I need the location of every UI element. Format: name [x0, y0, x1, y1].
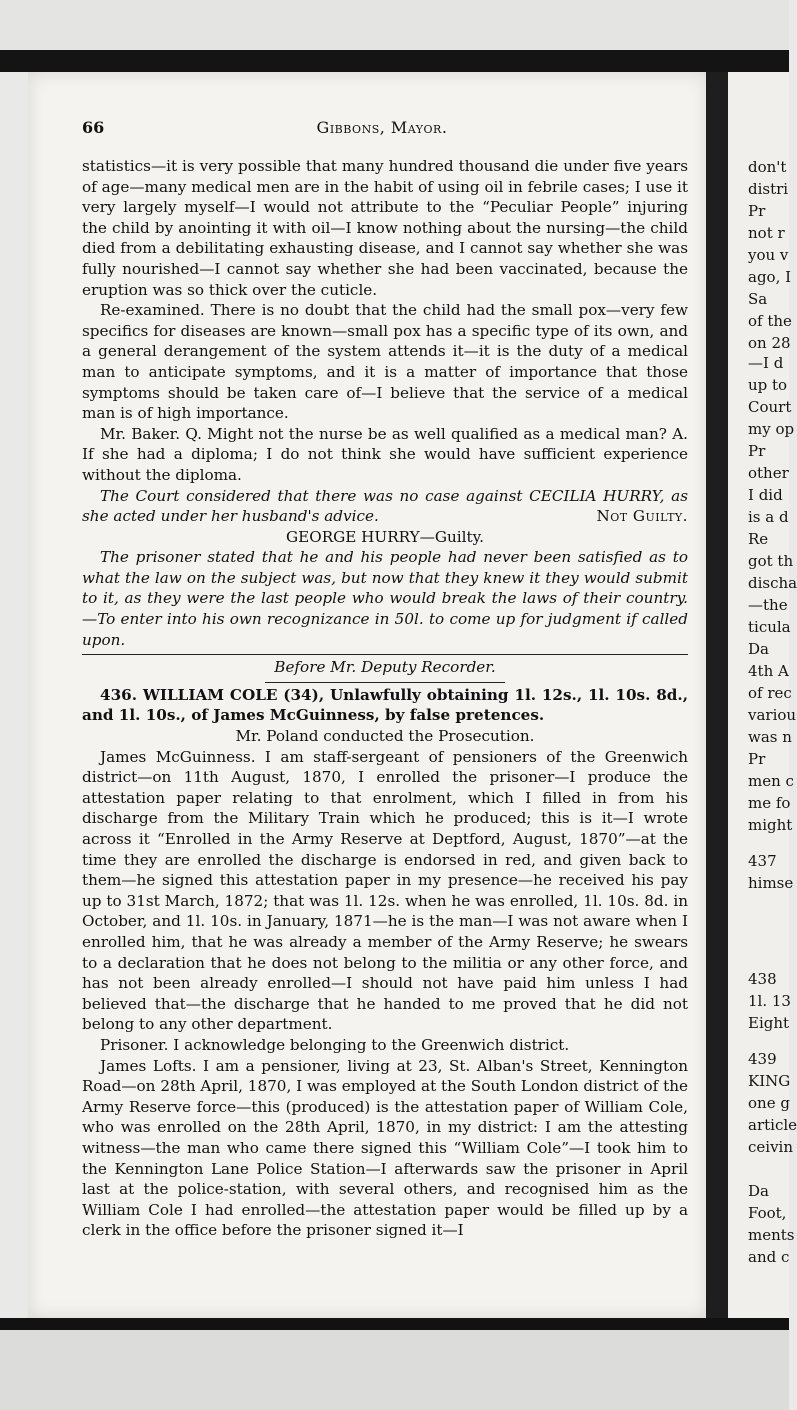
- paragraph-statistics: statistics—it is very possible that many hundred thousand die under five years of age—many medical men are in the habit of using oil in febrile cases; I use it very largely myself—I would not attribute to the “Peculiar People” injuring the child by anointing it with oil—I know nothing about the nursing—the child died from a debilitating exhausting disease, and I cannot say whether she was fully nourished—I cannot say whether she had been vaccinated, because the eruption was so thick over the cuticle.: [82, 157, 688, 299]
- book-gutter: [706, 72, 728, 1322]
- facing-page-fragment: ceivin: [748, 1138, 794, 1156]
- facing-page-fragment: me fo: [748, 794, 791, 812]
- facing-page-fragment: might: [748, 816, 793, 834]
- facing-page-fragment: on 28: [748, 334, 791, 352]
- facing-page-fragment: Sa: [748, 290, 768, 308]
- facing-page-fragment: ago, I: [748, 268, 792, 286]
- facing-page-fragment: 438: [748, 970, 777, 988]
- facing-page-fragment: is a d: [748, 508, 789, 526]
- running-head: Gibbons, Mayor.: [316, 118, 448, 137]
- facing-page-fragment: ticula: [748, 618, 791, 636]
- facing-page-fragment: Da: [748, 1182, 769, 1200]
- section-divider: [82, 654, 688, 655]
- verdict-not-guilty: Not Guilty.: [596, 507, 688, 526]
- facing-page-fragment: my op: [748, 420, 795, 438]
- facing-page-fragment: Pr: [748, 750, 766, 768]
- prosecution-counsel: Mr. Poland conducted the Prosecution.: [235, 727, 535, 746]
- testimony-prisoner: Prisoner. I acknowledge belonging to the Greenwich district.: [100, 1035, 570, 1054]
- facing-page-fragment: 439: [748, 1050, 777, 1068]
- facing-page-fragment: variou: [748, 706, 797, 724]
- facing-page-fragment: KING: [748, 1072, 791, 1090]
- facing-page-fragment: himse: [748, 874, 794, 892]
- prisoner-statement: The prisoner stated that he and his people had never been satisfied as to what the law on the subject was, but now that they knew it they would submit to it, as they were the last people who would break the laws of their country.—To enter into his own recognizance in 50l. to come up for judgment if called upon.: [82, 548, 688, 649]
- facing-page-fragment: Da: [748, 640, 769, 658]
- case-heading: 436. WILLIAM COLE (34), Unlawfully obtaining 1l. 12s., 1l. 10s. 8d., and 1l. 10s., of James McGuinness, by false pretences.: [82, 685, 688, 725]
- court-considered-text: The Court considered that there was no case against CECILIA HURRY, as she acted under her husband's advice.: [82, 486, 688, 526]
- facing-page-fragment: Pr: [748, 442, 766, 460]
- facing-page-fragment: —the: [748, 596, 788, 614]
- facing-page-fragment: distri: [748, 180, 789, 198]
- page-text: [82, 156, 688, 1241]
- before-deputy-recorder: Before Mr. Deputy Recorder.: [274, 658, 496, 677]
- testimony-lofts: James Lofts. I am a pensioner, living at 23, St. Alban's Street, Kennington Road—on 28th April, 1870, I was employed at the South London district of the Army Reserve force—this (produced) is the attestation paper of William Cole, who was enrolled on the 28th April, 1870, in my district: I am the attesting witness—the man who came there signed this “William Cole”—I took him to the Kennington Lane Police Station—I afterwards saw the prisoner in April last at the police-station, with several others, and recognised him as the William Cole I had enrolled—the attestation paper would be filled up by a clerk in the office before the prisoner signed it—I: [82, 1056, 688, 1240]
- facing-page-fragment: Pr: [748, 202, 766, 220]
- facing-page-fragment: got th: [748, 552, 794, 570]
- facing-page-fragment: of rec: [748, 684, 792, 702]
- facing-page-fragment: 437: [748, 852, 777, 870]
- facing-page-fragment: article: [748, 1116, 797, 1134]
- facing-page-fragment: —I d: [748, 354, 784, 372]
- facing-page-fragment: Re: [748, 530, 769, 548]
- testimony-mcguinness: James McGuinness. I am staff-sergeant of pensioners of the Greenwich district—on 11th August, 1870, I enrolled the prisoner—I produce the attestation paper relating to that enrolment, which I filled in from his discharge from the Military Train which he produced; this is it—I wrote across it “Enrolled in the Army Reserve at Deptford, August, 1870”—at the time they are enrolled the discharge is endorsed in red, and given back to them—he signed this attestation paper in my presence—he received his pay up to 31st March, 1872; that was 1l. 12s. when he was enrolled, 1l. 10s. 8d. in October, and 1l. 10s. in January, 1871—he is the man—I was not aware when I enrolled him, that he was already a member of the Army Reserve; he swears to a declaration that he does not belong to the militia or any other force, and has not been already enrolled—I should not have paid him unless I had believed that—the discharge that he handed to me proved that he did not belong to any other department.: [82, 747, 688, 1034]
- facing-page-fragment: one g: [748, 1094, 790, 1112]
- facing-page-fragment: men c: [748, 772, 794, 790]
- facing-page: [728, 72, 797, 1318]
- george-hurry-verdict: GEORGE HURRY—Guilty.: [286, 527, 484, 546]
- facing-page-fragment: not r: [748, 224, 785, 242]
- facing-page-fragment: discha: [748, 574, 797, 592]
- facing-page-fragment: Court: [748, 398, 792, 416]
- facing-page-fragment: other: [748, 464, 789, 482]
- facing-page-fragment: of the: [748, 312, 792, 330]
- facing-page-fragment: don't: [748, 158, 787, 176]
- paragraph-mr-baker: Mr. Baker. Q. Might not the nurse be as well qualified as a medical man? A. If she had a diploma; I do not think she would have sufficient experience without the diploma.: [82, 424, 688, 484]
- court-considered: [82, 486, 688, 527]
- scan-background-bottom: [0, 1330, 789, 1410]
- facing-page-fragment: 1l. 13: [748, 992, 791, 1010]
- facing-page-fragment: Foot,: [748, 1204, 787, 1222]
- facing-page-fragment: you v: [748, 246, 789, 264]
- page-header: [82, 118, 682, 142]
- facing-page-fragment: ments: [748, 1226, 795, 1244]
- facing-page-fragment: Eight: [748, 1014, 790, 1032]
- facing-page-fragment: 4th A: [748, 662, 789, 680]
- short-divider: [265, 682, 505, 683]
- page-number: 66: [82, 118, 105, 137]
- facing-page-fragment: I did: [748, 486, 783, 504]
- facing-page-fragment: and c: [748, 1248, 790, 1266]
- paragraph-re-examined: Re-examined. There is no doubt that the child had the small pox—very few specifics for diseases are known—small pox has a specific type of its own, and a general derangement of the system attends it—it is the duty of a medical man to anticipate symptoms, and it is a matter of importance that those symptoms should be taken care of—I believe that the service of a medical man is of high importance.: [82, 301, 688, 423]
- scanner-edge-top: [0, 50, 789, 72]
- facing-page-fragment: was n: [748, 728, 792, 746]
- facing-page-fragment: up to: [748, 376, 788, 394]
